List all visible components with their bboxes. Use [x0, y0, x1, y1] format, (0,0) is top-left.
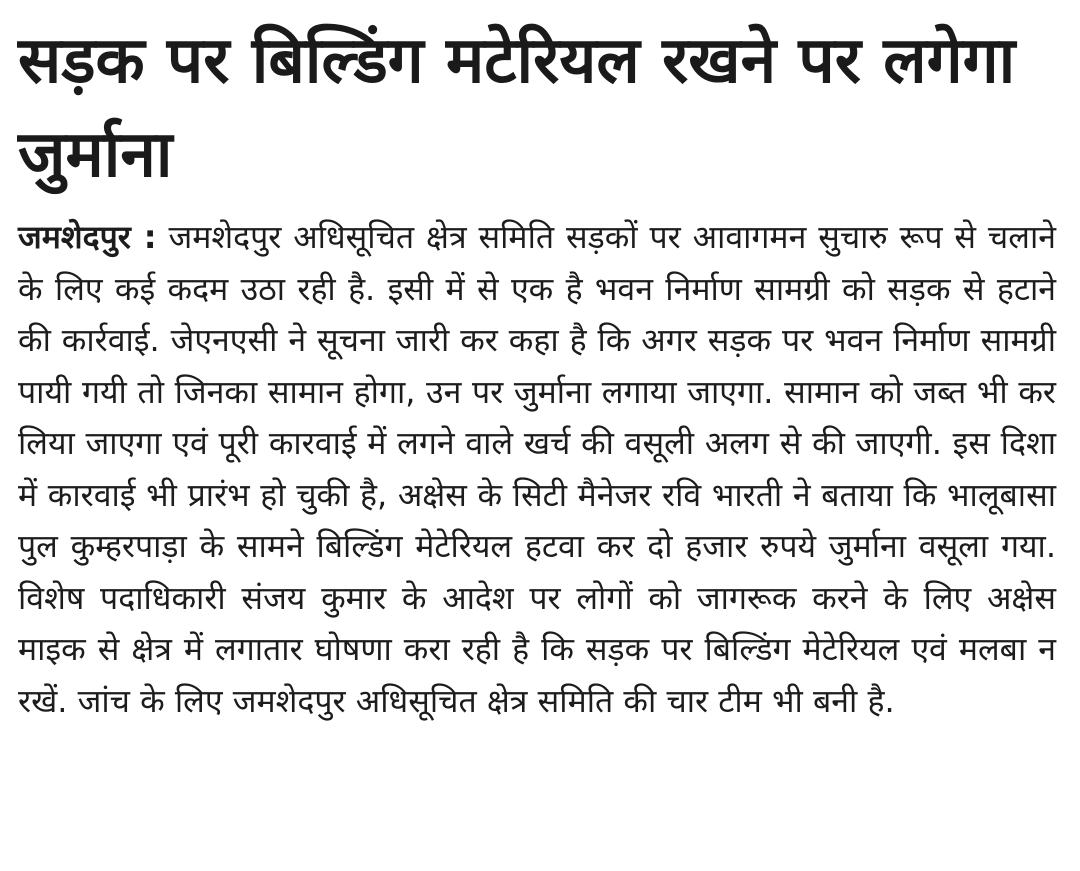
headline: सड़क पर बिल्डिंग मटेरियल रखने पर लगेगा जुर्माना [18, 24, 1016, 192]
dateline: जमशेदपुर : [18, 218, 157, 256]
article-body [18, 212, 1056, 727]
article-text: जमशेदपुर अधिसूचित क्षेत्र समिति सड़कों पर आवागमन सुचारु रूप से चलाने के लिए कई कदम उठा रही है. इसी में से एक है भवन निर्माण सामग्री को सड़क से हटाने की कार्रवाई. जेएनएसी ने सूचना जारी कर कहा है कि अगर सड़क पर भवन निर्माण सामग्री पायी गयी तो जिनका सामान होगा, उन पर जुर्माना लगाया जाएगा. सामान को जब्त भी कर लिया जाएगा एवं पूरी कारवाई में लगने वाले खर्च की वसूली अलग से की जाएगी. इस दिशा में कारवाई भी प्रारंभ हो चुकी है, अक्षेस के सिटी मैनेजर रवि भारती ने बताया कि भालूबासा पुल कुम्हरपाड़ा के सामने बिल्डिंग मेटेरियल हटवा कर दो हजार रुपये जुर्माना वसूला गया. विशेष पदाधिकारी संजय कुमार के आदेश पर लोगों को जागरूक करने के लिए अक्षेस माइक से क्षेत्र में लगातार घोषणा करा रही है कि सड़क पर बिल्डिंग मेटेरियल एवं मलबा न रखें. जांच के लिए जमशेदपुर अधिसूचित क्षेत्र समिति की चार टीम भी बनी है. [18, 218, 1056, 720]
